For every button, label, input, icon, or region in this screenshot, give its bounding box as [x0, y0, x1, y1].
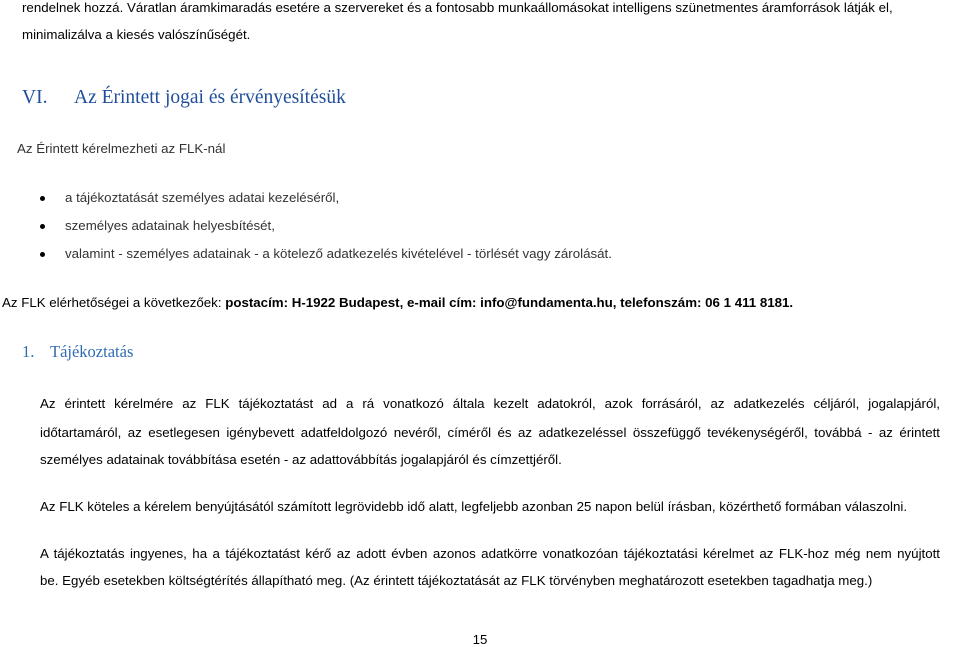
subsection-number: 1.: [22, 342, 35, 361]
paragraph-1-line-1: Az érintett kérelmére az FLK tájékoztatást ad a rá vonatkozó általa kezelt adatokról, azok forrásáról, az adatkezelés céljáról, jogalapjáról,: [40, 396, 940, 411]
paragraph-3-line-2: be. Egyéb esetekben költségtérítés állapítható meg. (Az érintett tájékoztatását az FLK törvényben meghatározott esetekben tagadhatja meg.): [40, 573, 873, 588]
lead-text: Az Érintett kérelmezheti az FLK-nál: [17, 141, 226, 156]
intro-line-2: minimalizálva a kiesés valószínűségét.: [22, 27, 251, 42]
list-item-text: valamint - személyes adatainak - a kötelező adatkezelés kivételével - törlését vagy zárolását.: [65, 246, 612, 261]
bullet-icon: [40, 224, 45, 229]
bullet-icon: [40, 196, 45, 201]
section-heading: [22, 87, 346, 109]
contact-prefix: Az FLK elérhetőségei a következőek:: [2, 295, 226, 310]
contact-details: postacím: H-1922 Budapest, e-mail cím: info@fundamenta.hu, telefonszám: 06 1 411 8181.: [225, 295, 794, 310]
page-number: 15: [472, 632, 488, 647]
subsection-heading: [22, 342, 133, 362]
intro-line-1: rendelnek hozzá. Váratlan áramkimaradás esetére a szervereket és a fontosabb munkaállomásokat intelligens szünetmentes áramforrások látják el,: [22, 0, 893, 15]
paragraph-3-line-1: A tájékoztatás ingyenes, ha a tájékoztatást kérő az adott évben azonos adatkörre vonatkozóan tájékoztatási kérelmet az FLK-hoz még nem nyújtott: [40, 546, 940, 561]
section-number: VI.: [22, 87, 48, 108]
list-item-text: a tájékoztatását személyes adatai kezeléséről,: [65, 190, 340, 205]
paragraph-2-line-1: Az FLK köteles a kérelem benyújtásától számított legrövidebb idő alatt, legfeljebb azonban 25 napon belül írásban, közérthető formában válaszolni.: [40, 499, 908, 514]
paragraph-1-line-2: időtartamáról, az esetlegesen igénybevett adatfeldolgozó nevéről, címéről és az adatkezeléssel összefüggő tevékenységéről, továbbá - az érintett: [40, 425, 940, 440]
contact-info: [2, 295, 793, 311]
section-title: Az Érintett jogai és érvényesítésük: [74, 87, 346, 108]
subsection-title: Tájékoztatás: [50, 342, 134, 361]
list-item-text: személyes adatainak helyesbítését,: [65, 218, 275, 233]
paragraph-1-line-3: személyes adatainak továbbítása esetén - az adattovábbítás jogalapjáról és címzettjéről.: [40, 452, 562, 467]
bullet-icon: [40, 252, 45, 257]
